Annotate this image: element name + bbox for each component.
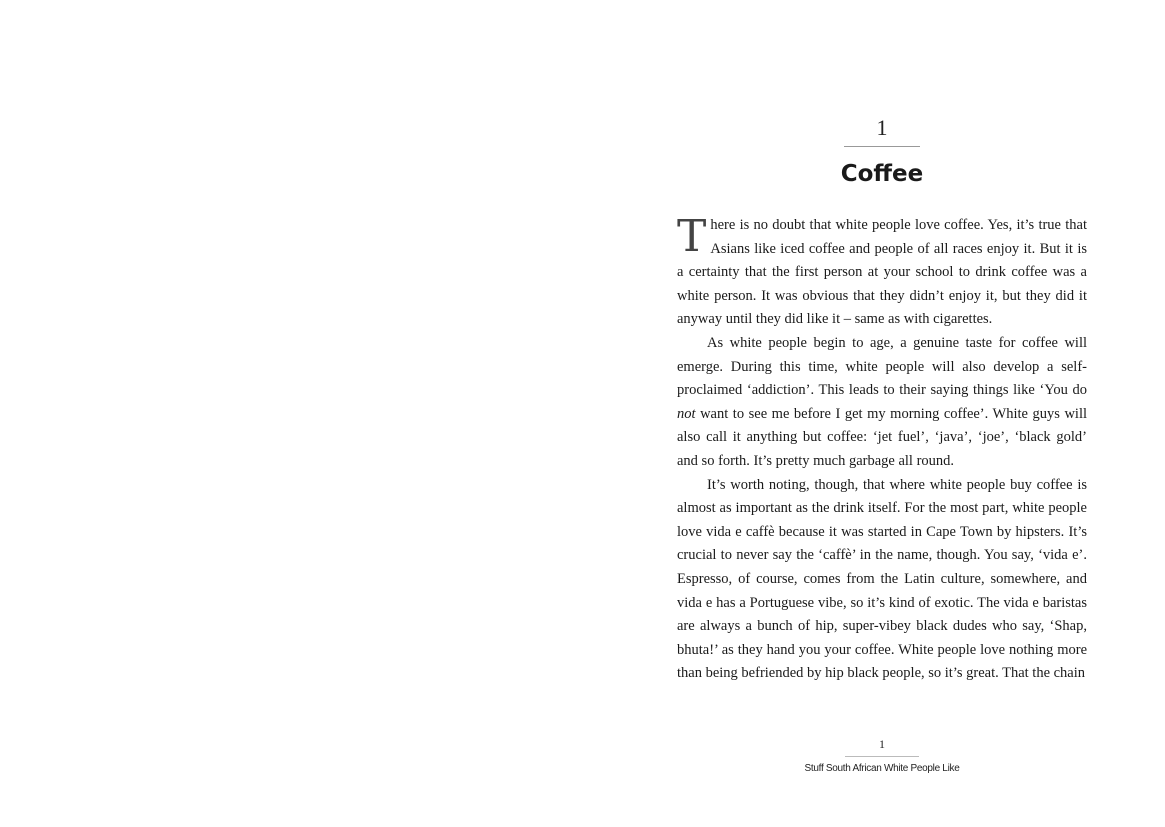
chapter-number: 1 xyxy=(876,115,888,140)
drop-cap: T xyxy=(677,211,707,262)
paragraph-2-text-b: want to see me before I get my morning coffee’. White guys will also call it anything but coffee: ‘jet fuel’, ‘java’, ‘joe’, ‘black gold’ and so forth. It’s pretty much garbage all round. xyxy=(677,405,1087,469)
chapter-body xyxy=(677,211,1087,686)
paragraph-3: It’s worth noting, though, that where white people buy coffee is almost as important as the drink itself. For the most part, white people love vida e caffè because it was started in Cape Town by hipsters. It’s crucial to never say the ‘caffè’ in the name, though. You say, ‘vida e’. Espresso, of course, comes from the Latin culture, somewhere, and vida e has a Portuguese vibe, so it’s kind of exotic. The vida e baristas are always a bunch of hip, super-vibey black dudes who say, ‘Shap, bhuta!’ as they hand you your coffee. White people love nothing more than being befriended by hip black people, so it’s great. That the chain xyxy=(677,476,1087,682)
running-footer-title: Stuff South African White People Like xyxy=(804,763,960,774)
footer-divider xyxy=(845,756,919,757)
paragraph-1 xyxy=(677,211,1087,332)
right-page xyxy=(582,0,1165,827)
chapter-title: Coffee xyxy=(840,161,924,187)
page-number: 1 xyxy=(879,737,885,751)
left-page-blank xyxy=(0,0,582,827)
paragraph-2-text-a: As white people begin to age, a genuine taste for coffee will emerge. During this time, white people will also develop a self-proclaimed ‘addiction’. This leads to their saying things like ‘You do xyxy=(677,334,1087,399)
paragraph-2 xyxy=(677,332,1087,474)
paragraph-2-emphasis: not xyxy=(677,405,696,422)
chapter-divider xyxy=(844,146,920,147)
paragraph-1-text: here is no doubt that white people love coffee. Yes, it’s true that Asians like iced coffee and people of all races enjoy it. But it is a certainty that the first person at your school to drink coffee was a white person. It was obvious that they didn’t enjoy it, but they did it anyway until they did like it – same as with cigarettes. xyxy=(677,217,1087,328)
